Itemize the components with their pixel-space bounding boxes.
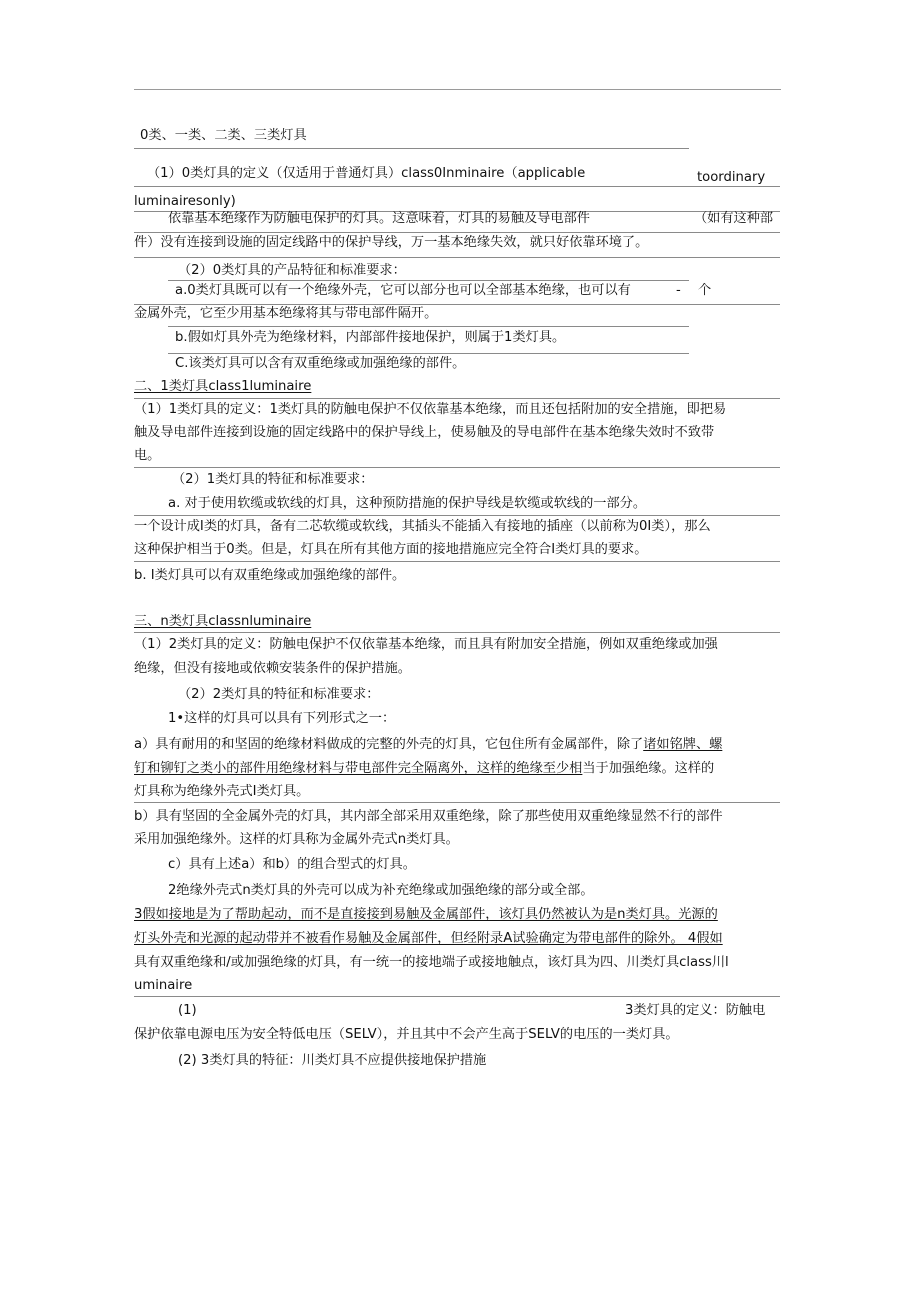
- class0-req-heading: （2）0类灯具的产品特征和标准要求：: [178, 263, 406, 278]
- class2-a-line2-underlined: 钉和铆钉之类小的部件用绝缘材料与带电部件完全隔离外，这样的绝缘至少相: [134, 761, 583, 776]
- class2-item3-line4: uminaire: [134, 978, 193, 993]
- divider: [134, 632, 780, 633]
- class2-b-line2: 采用加强绝缘外。这样的灯具称为金属外壳式n类灯具。: [134, 832, 459, 847]
- class2-def-line1: （1）2类灯具的定义：防触电保护不仅依靠基本绝缘，而且具有附加安全措施，例如双重绝缘或加强: [134, 637, 718, 652]
- class0-def-line1-right: （如有这种部: [694, 211, 774, 226]
- class0-req-a: a.0类灯具既可以有一个绝缘外壳，它可以部分也可以全部基本绝缘，也可以有: [175, 283, 631, 298]
- divider: [134, 802, 780, 803]
- class0-def-line1: 依靠基本绝缘作为防触电保护的灯具。这意味着，灯具的易触及导电部件: [168, 211, 590, 226]
- class1-req-b: b. Ⅰ类灯具可以有双重绝缘或加强绝缘的部件。: [134, 568, 406, 583]
- class2-item3-line3: 具有双重绝缘和/或加强绝缘的灯具，有一统一的接地端子或接地触点，该灯具为四、川类灯具class川l: [134, 955, 729, 970]
- divider: [134, 515, 780, 516]
- class3-def-num: (1): [178, 1003, 197, 1018]
- divider: [134, 257, 780, 258]
- divider: [134, 232, 780, 233]
- divider: [134, 148, 689, 149]
- class0-req-b: b.假如灯具外壳为绝缘材料，内部部件接地保护，则属于1类灯具。: [175, 330, 566, 345]
- page-top-rule: [134, 89, 781, 90]
- class1-def-line3: 电。: [134, 448, 161, 463]
- divider: [134, 996, 780, 997]
- class0-req-c: C.该类灯具可以含有双重绝缘或加强绝缘的部件。: [175, 356, 466, 371]
- class3-def-right: 3类灯具的定义：防触电: [625, 1003, 766, 1018]
- divider: [134, 561, 780, 562]
- class2-heading: 三、n类灯具classnluminaire: [134, 614, 312, 629]
- class1-req-a: a. 对于使用软缆或软线的灯具，这种预防措施的保护导线是软缆或软线的一部分。: [168, 496, 647, 511]
- class0-req-a-right: 个: [698, 283, 712, 298]
- class0-def-line2: 件）没有连接到设施的固定线路中的保护导线，万一基本绝缘失效，就只好依靠环境了。: [134, 235, 649, 250]
- class1-def-line2: 触及导电部件连接到设施的固定线路中的保护导线上，使易触及的导电部件在基本绝缘失效时不致带: [134, 425, 715, 440]
- divider: [134, 398, 780, 399]
- class2-a-line1-text: a）具有耐用的和坚固的绝缘材料做成的完整的外壳的灯具，它包住所有金属部件，除了: [134, 737, 644, 752]
- class3-req-line: (2) 3类灯具的特征：川类灯具不应提供接地保护措施: [178, 1053, 487, 1068]
- class2-a-line2: [134, 760, 714, 778]
- class2-a-line1-underlined: 诸如铭牌、螺: [643, 737, 723, 752]
- class2-item2: 2绝缘外壳式n类灯具的外壳可以成为补充绝缘或加强绝缘的部分或全部。: [168, 883, 594, 898]
- class0-def-heading-right: toordinary: [697, 170, 766, 185]
- class3-def-line2: 保护依靠电源电压为安全特低电压（SELV），并且其中不会产生高于SELV的电压的一类灯具。: [134, 1027, 679, 1042]
- class2-item3-line2: 灯头外壳和光源的起动带并不被看作易触及金属部件，但经附录A试验确定为带电部件的除外。 4假如: [134, 931, 723, 946]
- divider: [168, 353, 689, 354]
- divider: [168, 326, 689, 327]
- divider: [134, 467, 780, 468]
- class2-item3-line1: 3假如接地是为了帮助起动，而不是直接接到易触及金属部件，该灯具仍然被认为是n类灯具。光源的: [134, 907, 718, 922]
- class1-heading: 二、1类灯具class1luminaire: [134, 379, 312, 394]
- divider: [134, 186, 780, 187]
- class2-item1: 1•这样的灯具可以具有下列形式之一：: [168, 711, 396, 726]
- class1-para-line1: 一个设计成Ⅰ类的灯具，备有二芯软缆或软线，其插头不能插入有接地的插座（以前称为0Ⅰ类），那么: [134, 519, 711, 534]
- class2-a-line2-text: 当于加强绝缘。这样的: [582, 761, 715, 776]
- class0-def-heading: （1）0类灯具的定义（仅适用于普通灯具）class0Inminaire（applicable: [147, 166, 586, 181]
- class0-def-heading-cont: luminairesonly): [134, 194, 236, 209]
- class0-req-a-dash: -: [676, 283, 681, 298]
- class2-c-line: c）具有上述a）和b）的组合型式的灯具。: [168, 857, 416, 872]
- class2-a-line3: 灯具称为绝缘外壳式Ⅰ类灯具。: [134, 784, 310, 799]
- class2-b-line1: b）具有坚固的全金属外壳的灯具，其内部全部采用双重绝缘，除了那些使用双重绝缘显然不行的部件: [134, 809, 723, 824]
- divider: [168, 280, 689, 281]
- class2-req-heading: （2）2类灯具的特征和标准要求：: [178, 687, 380, 702]
- class1-para-line2: 这种保护相当于0类。但是，灯具在所有其他方面的接地措施应完全符合Ⅰ类灯具的要求。: [134, 542, 648, 557]
- class1-req-heading: （2）1类灯具的特征和标准要求：: [172, 472, 374, 487]
- class1-def-line1: （1）1类灯具的定义：1类灯具的防触电保护不仅依靠基本绝缘，而且还包括附加的安全措施，即把易: [134, 402, 727, 417]
- page-title: 0类、一类、二类、三类灯具: [140, 128, 307, 143]
- class0-req-a-cont: 金属外壳，它至少用基本绝缘将其与带电部件隔开。: [134, 306, 438, 321]
- class2-def-line2: 绝缘，但没有接地或依赖安装条件的保护措施。: [134, 661, 411, 676]
- class2-a-line1: [134, 736, 722, 754]
